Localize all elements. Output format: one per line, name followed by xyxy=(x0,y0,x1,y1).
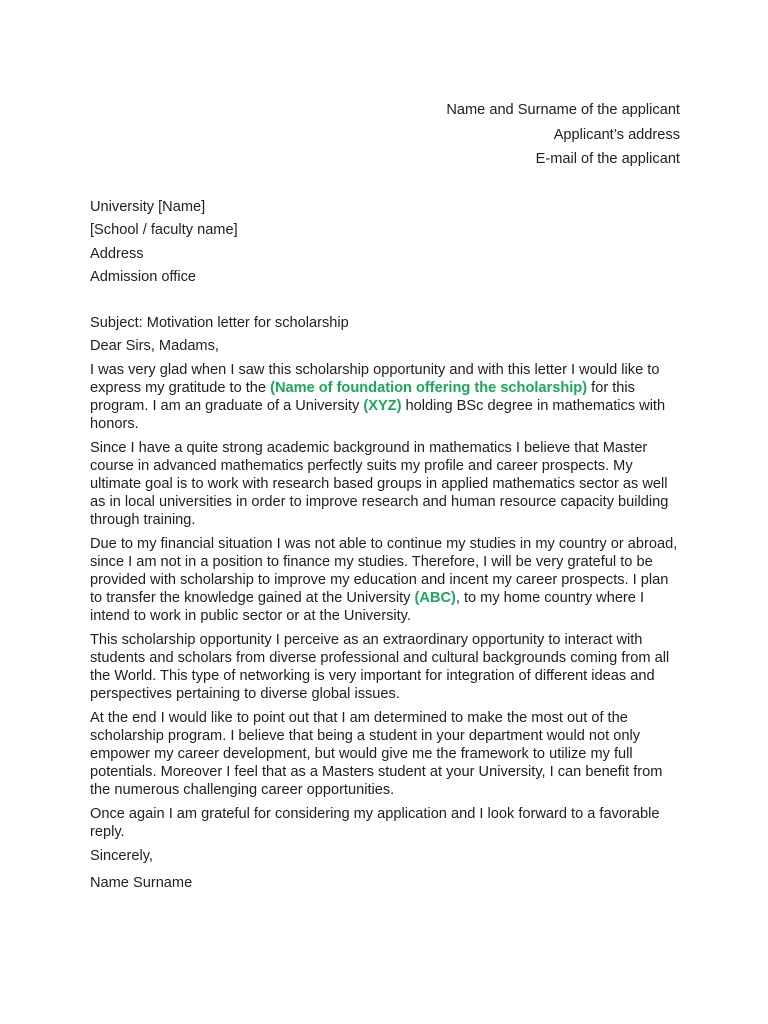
paragraph-1-text-1: I was very glad when I saw this scholarship opportunity and with this letter I would like to express my gratitude to the xyxy=(90,361,660,396)
recipient-address: Address xyxy=(90,245,144,262)
paragraph-3 xyxy=(90,535,680,625)
paragraph-5: At the end I would like to point out that I am determined to make the most out of the scholarship program. I believe that being a student in your department would not only empower my career development, but would give me the framework to utilize my full potentials. Moreover I feel that as a Masters student at your University, I can benefit from the numerous challenging career opportunities. xyxy=(90,709,663,798)
recipient-school: [School / faculty name] xyxy=(90,222,238,239)
sender-email: E-mail of the applicant xyxy=(535,151,680,167)
sender-name: Name and Surname of the applicant xyxy=(446,102,680,118)
closing: Sincerely, xyxy=(90,847,153,864)
paragraph-4: This scholarship opportunity I perceive as an extraordinary opportunity to interact with students and scholars from diverse professional and cultural backgrounds coming from all the World. This type of networking is very important for integration of different ideas and perspectives pertaining to diverse global issues. xyxy=(90,631,670,702)
paragraph-1-text-2: for this program. I am an graduate of a University xyxy=(90,379,635,414)
paragraph-2: Since I have a quite strong academic background in mathematics I believe that Master course in advanced mathematics perfectly suits my profile and career prospects. My ultimate goal is to work with research based groups in applied mathematics sector as well as in local universities in order to improve research and human resource capacity building through training. xyxy=(90,439,669,528)
signature-name: Name Surname xyxy=(90,874,193,891)
sender-block xyxy=(90,98,680,172)
paragraph-3-text-2: , to my home country where I intend to work in public sector or at the University. xyxy=(90,589,645,624)
paragraph-1 xyxy=(90,361,680,433)
recipient-office: Admission office xyxy=(90,269,196,286)
foundation-name-placeholder: (Name of foundation offering the scholarship) xyxy=(270,379,588,396)
recipient-block xyxy=(90,196,680,290)
paragraph-3-text-1: Due to my financial situation I was not able to continue my studies in my country or abroad, since I am not in a position to finance my studies. Therefore, I will be very grateful to be provided with scholarship to improve my education and incent my career prospects. I plan to transfer the knowledge gained at the University xyxy=(90,535,678,606)
university-xyz-placeholder: (XYZ) xyxy=(363,397,402,414)
paragraph-6: Once again I am grateful for considering my application and I look forward to a favorable reply. xyxy=(90,805,660,840)
university-abc-placeholder: (ABC) xyxy=(414,589,456,606)
subject-line: Subject: Motivation letter for scholarship xyxy=(90,314,349,331)
salutation: Dear Sirs, Madams, xyxy=(90,337,219,354)
paragraph-1-text-3: holding BSc degree in mathematics with honors. xyxy=(90,397,666,432)
letter-page xyxy=(90,98,680,892)
sender-address: Applicant’s address xyxy=(553,126,680,143)
recipient-university: University [Name] xyxy=(90,198,206,215)
